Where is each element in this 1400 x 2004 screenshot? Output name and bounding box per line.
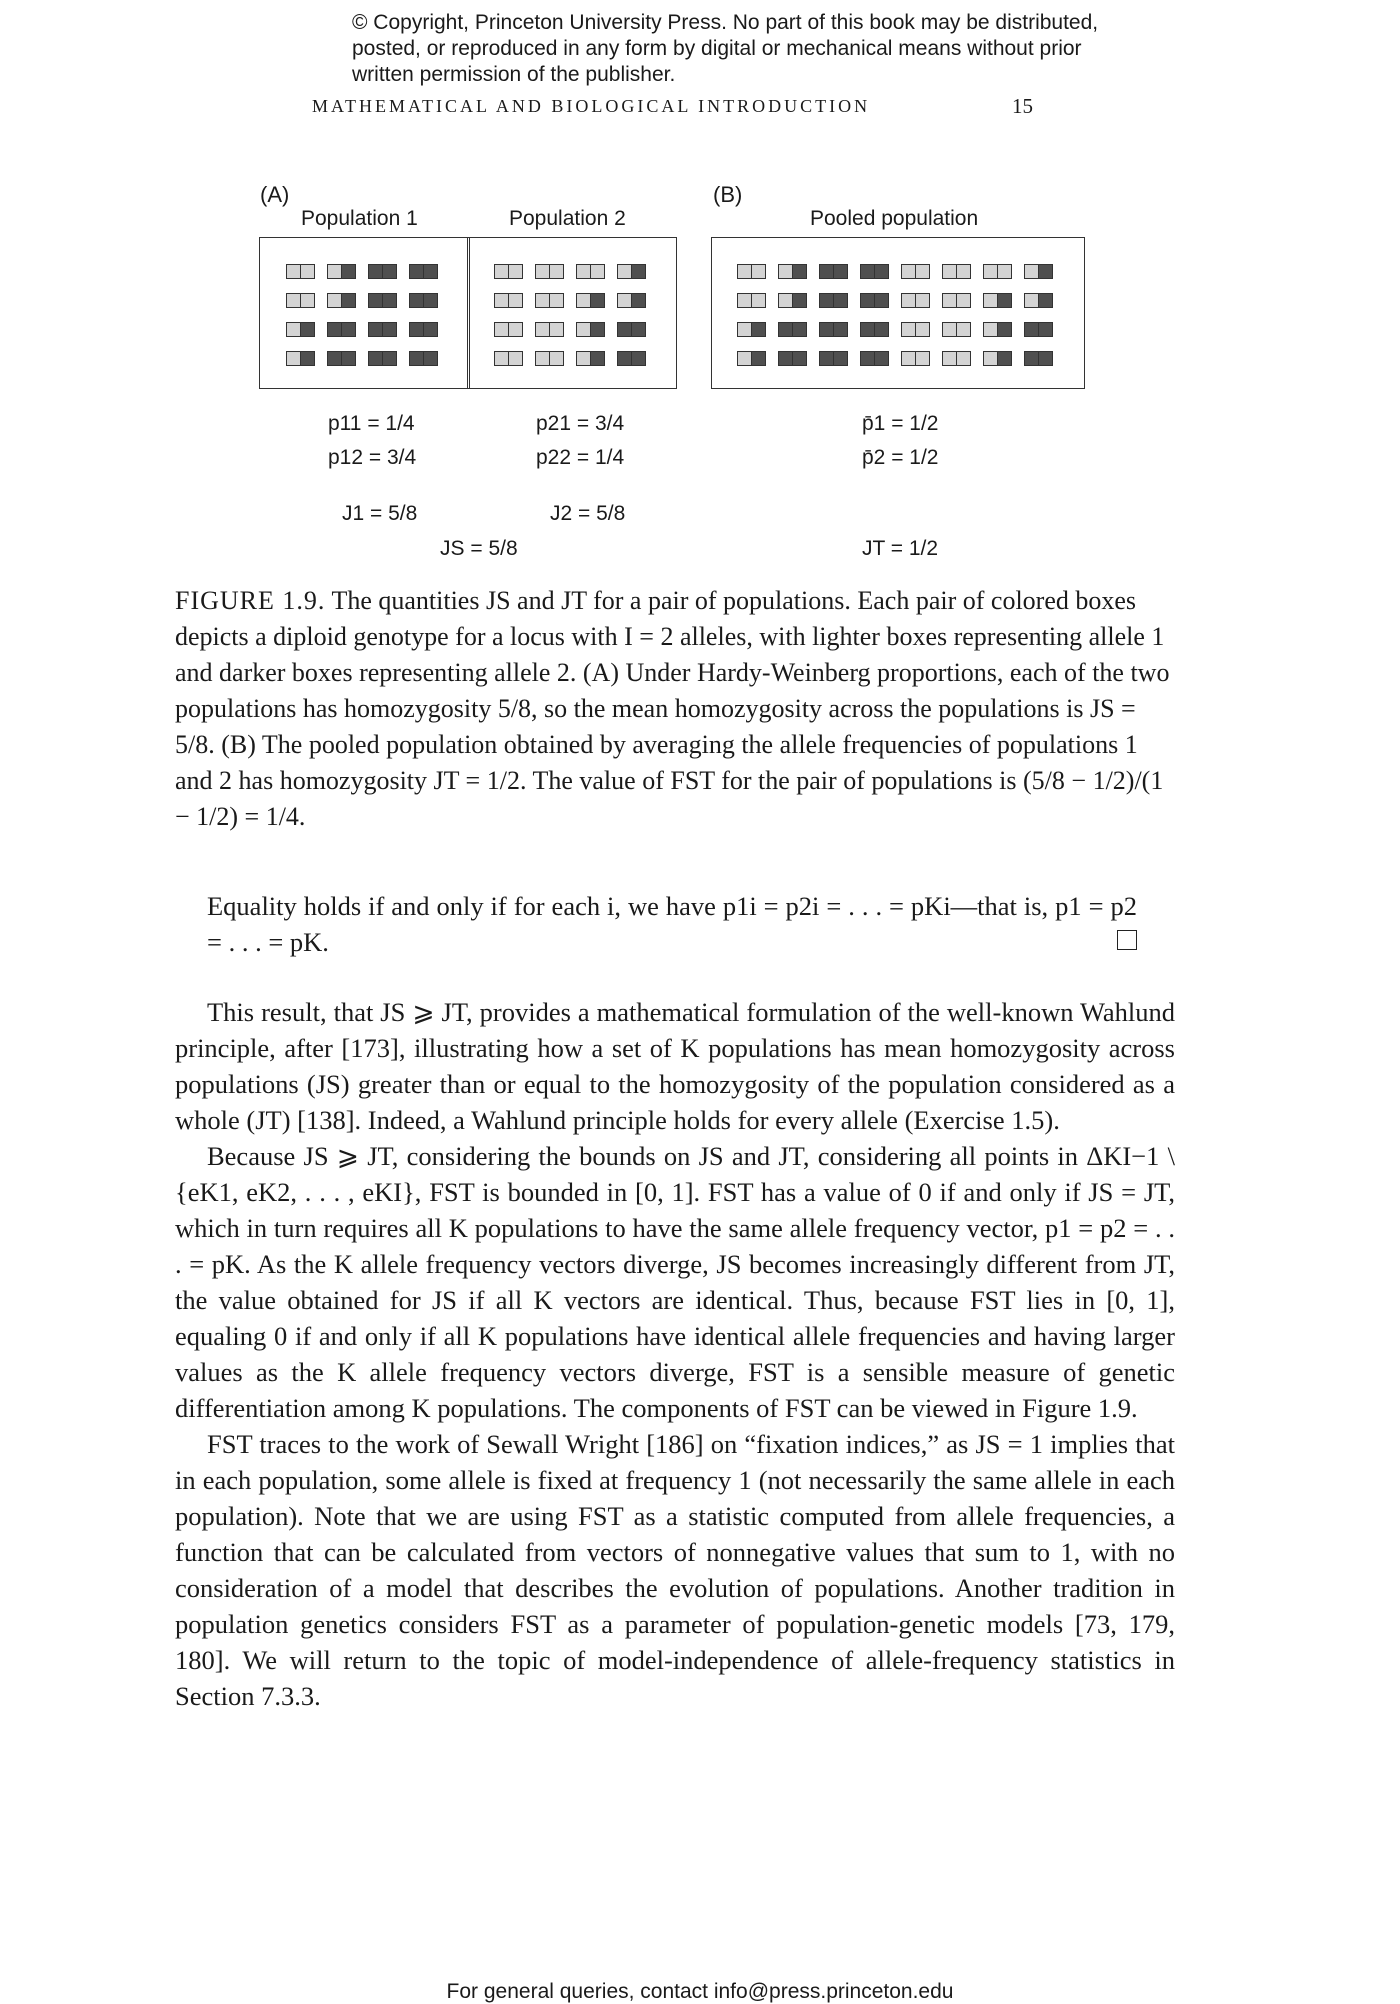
allele-1-box bbox=[942, 293, 957, 308]
allele-2-box bbox=[997, 322, 1012, 337]
genotype-cell bbox=[819, 351, 848, 366]
genotype-cell bbox=[576, 264, 605, 279]
allele-1-box bbox=[737, 293, 752, 308]
genotype-cell bbox=[535, 322, 564, 337]
allele-2-box bbox=[423, 322, 438, 337]
genotype-cell bbox=[778, 264, 807, 279]
paragraph-fst-bounds: Because JS ⩾ JT, considering the bounds on JS and JT, considering all points in ΔKI−1 \ {eK1, eK2, . . . , eKI}, FST is bounded in [0, 1]. FST has a value of 0 if and only if JS = JT, which in turn requires all K populations to have the same allele frequency vector, p1 = p2 = . . . = pK. As the K allele frequency vectors diverge, JS becomes increasingly different from JT, the value obtained for JS if all K vectors are identical. Thus, because FST lies in [0, 1], equaling 0 if and only if all K populations have identical allele frequencies and having larger values as the K allele frequency vectors diverge, FST is a sensible measure of genetic differentiation among K populations. The components of FST can be viewed in Figure 1.9. bbox=[175, 1141, 1175, 1423]
genotype-cell bbox=[860, 264, 889, 279]
allele-2-box bbox=[382, 264, 397, 279]
genotype-cell bbox=[737, 293, 766, 308]
genotype-cell bbox=[1024, 351, 1053, 366]
genotype-cell bbox=[286, 351, 315, 366]
allele-2-box bbox=[874, 264, 889, 279]
allele-2-box bbox=[423, 351, 438, 366]
end-of-proof-box bbox=[1117, 930, 1137, 950]
allele-1-box bbox=[737, 351, 752, 366]
genotype-cell bbox=[819, 293, 848, 308]
genotype-cell bbox=[494, 293, 523, 308]
allele-1-box bbox=[901, 293, 916, 308]
panel-a-label: (A) bbox=[260, 182, 290, 207]
allele-2-box bbox=[778, 322, 793, 337]
allele-1-box bbox=[617, 293, 632, 308]
caption-text: The quantities JS and JT for a pair of populations. Each pair of colored boxes depicts a diploid genotype for a locus with I = 2 alleles, with lighter boxes representing allele 1 and darker boxes representing allele 2. (A) Under Hardy-Weinberg proportions, each of the two populations has homozygosity 5/8, so the mean homozygosity across the populations is JS = 5/8. (B) The pooled population obtained by averaging the allele frequencies of populations 1 and 2 has homozygosity JT = 1/2. The value of FST for the pair of populations is (5/8 − 1/2)/(1 − 1/2) = 1/4. bbox=[175, 586, 1170, 831]
genotype-cell bbox=[737, 264, 766, 279]
allele-1-box bbox=[508, 322, 523, 337]
allele-2-box bbox=[833, 322, 848, 337]
allele-1-box bbox=[751, 293, 766, 308]
genotype-cell bbox=[286, 293, 315, 308]
allele-1-box bbox=[590, 264, 605, 279]
allele-1-box bbox=[737, 264, 752, 279]
proof-conclusion bbox=[207, 888, 1137, 960]
allele-1-box bbox=[956, 351, 971, 366]
genotype-cell bbox=[860, 322, 889, 337]
allele-2-box bbox=[792, 293, 807, 308]
genotype-cell bbox=[368, 351, 397, 366]
allele-1-box bbox=[508, 351, 523, 366]
genotype-cell bbox=[535, 264, 564, 279]
population-1-box bbox=[259, 237, 470, 389]
allele-2-box bbox=[819, 351, 834, 366]
genotype-cell bbox=[1024, 322, 1053, 337]
allele-2-box bbox=[751, 322, 766, 337]
footer-contact: For general queries, contact info@press.princeton.edu bbox=[446, 1980, 954, 2003]
allele-2-box bbox=[423, 293, 438, 308]
allele-1-box bbox=[508, 264, 523, 279]
genotype-cell bbox=[983, 322, 1012, 337]
genotype-cell bbox=[983, 293, 1012, 308]
allele-2-box bbox=[617, 322, 632, 337]
allele-2-box bbox=[1024, 322, 1039, 337]
allele-2-box bbox=[778, 351, 793, 366]
allele-1-box bbox=[549, 322, 564, 337]
genotype-cell bbox=[942, 351, 971, 366]
allele-1-box bbox=[549, 264, 564, 279]
copyright-notice: © Copyright, Princeton University Press. No part of this book may be distributed, posted, or reproduced in any form by digital or mechanical means without prior written permission of the publisher. bbox=[352, 11, 1099, 86]
genotype-cell bbox=[617, 351, 646, 366]
genotype-cell bbox=[494, 351, 523, 366]
genotype-cell bbox=[409, 264, 438, 279]
allele-1-box bbox=[535, 322, 550, 337]
allele-2-box bbox=[300, 322, 315, 337]
allele-1-box bbox=[983, 293, 998, 308]
allele-2-box bbox=[631, 293, 646, 308]
allele-2-box bbox=[997, 293, 1012, 308]
genotype-cell bbox=[778, 351, 807, 366]
js-value: JS = 5/8 bbox=[440, 537, 518, 560]
page-number: 15 bbox=[1012, 94, 1033, 118]
jt-value: JT = 1/2 bbox=[862, 537, 939, 560]
p12-value: p12 = 3/4 bbox=[328, 446, 417, 469]
allele-1-box bbox=[983, 322, 998, 337]
genotype-cell bbox=[819, 264, 848, 279]
genotype-cell bbox=[901, 322, 930, 337]
allele-2-box bbox=[341, 322, 356, 337]
allele-2-box bbox=[1038, 293, 1053, 308]
allele-2-box bbox=[409, 264, 424, 279]
allele-2-box bbox=[874, 322, 889, 337]
allele-1-box bbox=[915, 322, 930, 337]
genotype-cell bbox=[368, 322, 397, 337]
allele-2-box bbox=[792, 322, 807, 337]
allele-1-box bbox=[576, 264, 591, 279]
genotype-cell bbox=[617, 293, 646, 308]
genotype-cell bbox=[327, 293, 356, 308]
allele-1-box bbox=[983, 351, 998, 366]
allele-2-box bbox=[833, 264, 848, 279]
genotype-cell bbox=[409, 322, 438, 337]
allele-1-box bbox=[1024, 293, 1039, 308]
allele-1-box bbox=[494, 293, 509, 308]
allele-2-box bbox=[590, 293, 605, 308]
genotype-cell bbox=[901, 264, 930, 279]
allele-2-box bbox=[751, 351, 766, 366]
allele-2-box bbox=[300, 351, 315, 366]
genotype-cell bbox=[901, 293, 930, 308]
genotype-cell bbox=[983, 351, 1012, 366]
genotype-cell bbox=[819, 322, 848, 337]
p21-value: p21 = 3/4 bbox=[536, 412, 625, 435]
genotype-cell bbox=[286, 264, 315, 279]
allele-1-box bbox=[956, 264, 971, 279]
proof-conclusion-text: Equality holds if and only if for each i, we have p1i = p2i = . . . = pKi—that is, p1 = p2 = . . . = pK. bbox=[207, 891, 1137, 957]
figure-caption bbox=[175, 583, 1175, 835]
allele-2-box bbox=[819, 293, 834, 308]
genotype-cell bbox=[368, 264, 397, 279]
genotype-cell bbox=[286, 322, 315, 337]
genotype-cell bbox=[778, 293, 807, 308]
allele-2-box bbox=[1038, 264, 1053, 279]
allele-1-box bbox=[286, 293, 301, 308]
genotype-cell bbox=[535, 351, 564, 366]
allele-1-box bbox=[997, 264, 1012, 279]
paragraph-wahlund: This result, that JS ⩾ JT, provides a mathematical formulation of the well-known Wahlund principle, after [173], illustrating how a set of K populations has mean homozygosity across populations (JS) greater than or equal to the homozygosity of the population considered as a whole (JT) [138]. Indeed, a Wahlund principle holds for every allele (Exercise 1.5). bbox=[175, 997, 1175, 1135]
genotype-cell bbox=[617, 264, 646, 279]
allele-1-box bbox=[915, 293, 930, 308]
allele-2-box bbox=[409, 322, 424, 337]
allele-1-box bbox=[286, 322, 301, 337]
allele-1-box bbox=[508, 293, 523, 308]
allele-1-box bbox=[576, 351, 591, 366]
population-1-title: Population 1 bbox=[301, 207, 418, 230]
genotype-cell bbox=[409, 351, 438, 366]
allele-2-box bbox=[617, 351, 632, 366]
genotype-cell bbox=[535, 293, 564, 308]
j2-value: J2 = 5/8 bbox=[550, 502, 626, 525]
allele-1-box bbox=[956, 322, 971, 337]
genotype-cell bbox=[983, 264, 1012, 279]
allele-1-box bbox=[576, 322, 591, 337]
allele-2-box bbox=[368, 351, 383, 366]
genotype-cell bbox=[327, 351, 356, 366]
allele-2-box bbox=[1024, 351, 1039, 366]
population-2-box bbox=[467, 237, 677, 389]
genotype-cell bbox=[737, 322, 766, 337]
genotype-cell bbox=[942, 264, 971, 279]
allele-1-box bbox=[751, 264, 766, 279]
allele-1-box bbox=[300, 293, 315, 308]
allele-2-box bbox=[631, 264, 646, 279]
genotype-cell bbox=[1024, 293, 1053, 308]
allele-1-box bbox=[535, 264, 550, 279]
allele-1-box bbox=[327, 264, 342, 279]
allele-2-box bbox=[368, 293, 383, 308]
allele-2-box bbox=[860, 351, 875, 366]
allele-2-box bbox=[833, 351, 848, 366]
panel-b-label: (B) bbox=[713, 182, 743, 207]
allele-1-box bbox=[915, 264, 930, 279]
body-text bbox=[175, 994, 1175, 1714]
allele-2-box bbox=[590, 322, 605, 337]
allele-1-box bbox=[983, 264, 998, 279]
allele-1-box bbox=[942, 264, 957, 279]
pbar2-value: p̄2 = 1/2 bbox=[862, 446, 939, 469]
allele-1-box bbox=[901, 264, 916, 279]
allele-2-box bbox=[860, 322, 875, 337]
p22-value: p22 = 1/4 bbox=[536, 446, 625, 469]
genotype-cell bbox=[737, 351, 766, 366]
allele-1-box bbox=[617, 264, 632, 279]
allele-2-box bbox=[1038, 322, 1053, 337]
genotype-cell bbox=[327, 322, 356, 337]
genotype-cell bbox=[576, 351, 605, 366]
genotype-cell bbox=[576, 322, 605, 337]
pooled-population-title: Pooled population bbox=[810, 207, 979, 230]
j1-value: J1 = 5/8 bbox=[342, 502, 418, 525]
allele-2-box bbox=[792, 351, 807, 366]
allele-1-box bbox=[535, 293, 550, 308]
allele-2-box bbox=[590, 351, 605, 366]
p11-value: p11 = 1/4 bbox=[328, 412, 415, 435]
allele-1-box bbox=[494, 264, 509, 279]
allele-2-box bbox=[327, 322, 342, 337]
allele-1-box bbox=[327, 293, 342, 308]
allele-2-box bbox=[874, 293, 889, 308]
allele-2-box bbox=[860, 293, 875, 308]
pooled-population-box bbox=[711, 237, 1085, 389]
genotype-cell bbox=[942, 293, 971, 308]
genotype-cell bbox=[860, 351, 889, 366]
allele-2-box bbox=[341, 264, 356, 279]
running-head bbox=[312, 96, 1072, 117]
allele-1-box bbox=[778, 264, 793, 279]
allele-1-box bbox=[1024, 264, 1039, 279]
genotype-cell bbox=[942, 322, 971, 337]
allele-1-box bbox=[737, 322, 752, 337]
genotype-cell bbox=[860, 293, 889, 308]
population-2-title: Population 2 bbox=[509, 207, 626, 230]
genotype-cell bbox=[901, 351, 930, 366]
allele-2-box bbox=[997, 351, 1012, 366]
genotype-cell bbox=[778, 322, 807, 337]
genotype-cell bbox=[617, 322, 646, 337]
genotype-cell bbox=[494, 322, 523, 337]
allele-2-box bbox=[423, 264, 438, 279]
allele-1-box bbox=[901, 351, 916, 366]
caption-label: FIGURE 1.9. bbox=[175, 586, 326, 615]
allele-1-box bbox=[494, 351, 509, 366]
allele-2-box bbox=[368, 322, 383, 337]
allele-2-box bbox=[631, 322, 646, 337]
allele-2-box bbox=[819, 322, 834, 337]
genotype-cell bbox=[576, 293, 605, 308]
allele-2-box bbox=[382, 351, 397, 366]
paragraph-fst-history: FST traces to the work of Sewall Wright [186] on “fixation indices,” as JS = 1 implies that in each population, some allele is fixed at frequency 1 (not necessarily the same allele in each population). Note that we are using FST as a statistic computed from allele frequencies, a function that can be calculated from vectors of nonnegative values that sum to 1, with no consideration of a model that describes the evolution of populations. Another tradition in population genetics considers FST as a parameter of population-genetic models [73, 179, 180]. We will return to the topic of model-independence of allele-frequency statistics in Section 7.3.3. bbox=[175, 1429, 1175, 1711]
allele-1-box bbox=[300, 264, 315, 279]
allele-1-box bbox=[956, 293, 971, 308]
genotype-cell bbox=[368, 293, 397, 308]
allele-1-box bbox=[576, 293, 591, 308]
genotype-cell bbox=[327, 264, 356, 279]
allele-2-box bbox=[409, 351, 424, 366]
allele-1-box bbox=[286, 264, 301, 279]
allele-2-box bbox=[382, 322, 397, 337]
allele-2-box bbox=[874, 351, 889, 366]
allele-2-box bbox=[833, 293, 848, 308]
allele-1-box bbox=[535, 351, 550, 366]
genotype-cell bbox=[409, 293, 438, 308]
genotype-cell bbox=[1024, 264, 1053, 279]
genotype-cell bbox=[494, 264, 523, 279]
allele-2-box bbox=[631, 351, 646, 366]
allele-2-box bbox=[341, 351, 356, 366]
allele-1-box bbox=[778, 293, 793, 308]
allele-1-box bbox=[494, 322, 509, 337]
allele-1-box bbox=[549, 351, 564, 366]
allele-2-box bbox=[409, 293, 424, 308]
allele-1-box bbox=[901, 322, 916, 337]
allele-2-box bbox=[860, 264, 875, 279]
allele-2-box bbox=[382, 293, 397, 308]
allele-2-box bbox=[1038, 351, 1053, 366]
allele-1-box bbox=[915, 351, 930, 366]
allele-2-box bbox=[341, 293, 356, 308]
allele-1-box bbox=[286, 351, 301, 366]
allele-1-box bbox=[942, 351, 957, 366]
allele-2-box bbox=[792, 264, 807, 279]
allele-2-box bbox=[819, 264, 834, 279]
pbar1-value: p̄1 = 1/2 bbox=[862, 412, 939, 435]
allele-2-box bbox=[327, 351, 342, 366]
allele-2-box bbox=[368, 264, 383, 279]
running-title: MATHEMATICAL AND BIOLOGICAL INTRODUCTION bbox=[312, 96, 871, 116]
allele-1-box bbox=[942, 322, 957, 337]
allele-1-box bbox=[549, 293, 564, 308]
